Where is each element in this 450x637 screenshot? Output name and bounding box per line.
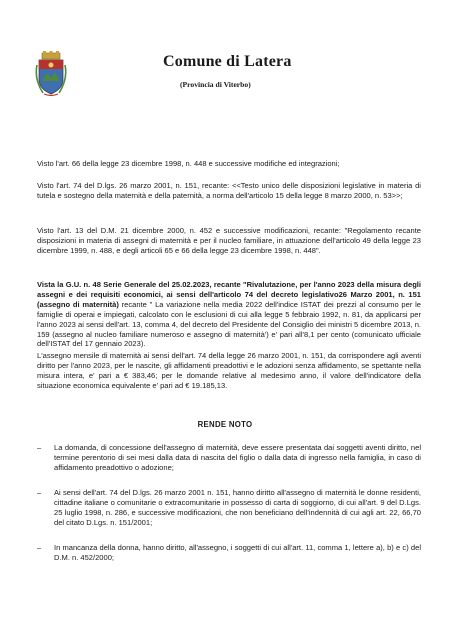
list-item-text: Ai sensi dell'art. 74 del D.lgs. 26 marzo 2001 n. 151, hanno diritto all'assegno di maternità le donne residenti, cittadine italiane o comunitarie o extracomunitarie in possesso di carta di soggiorno, di cui all'art. 9 del D.Lgs. 25 luglio 1998, n. 286, e successive modificazioni, che non beneficiano dell'indennità di cui agli art. 22, 66,70 del citato D.Lgs. n. 151/2001; <box>54 488 421 527</box>
list-item-text: In mancanza della donna, hanno diritto, all'assegno, i soggetti di cui all'art. 11, comma 1, lettere a), b) e c) del D.M. n. 452/2000; <box>54 543 421 562</box>
paragraph-assegno-mensile: L'assegno mensile di maternità ai sensi dell'art. 74 della legge 26 marzo 2001, n. 151, da corrispondere agli aventi diritto per l'anno 2023, per le nascite, gli affidamenti preadottivi e le adozioni senza affidamento, se spettante nella misura intera, e' pari a € 383,46; per le domande relative al medesimo anno, il valore dell'indicatore della situazione economica equivalente e' pari ad € 19.185,13. <box>37 351 421 390</box>
paragraph-visto-legge-448: Visto l'art. 66 della legge 23 dicembre 1998, n. 448 e successive modifiche ed integrazioni; <box>37 159 340 168</box>
bullet-dash: – <box>37 543 42 552</box>
paragraph-visto-dlgs-151: Visto l'art. 74 del D.lgs. 26 marzo 2001, n. 151, recante: <<Testo unico delle disposizioni legislative in materia di tutela e sostegno della maternità e della paternità, a norma dell'articolo 15 della legge 8 marzo 2000, n. 53>>; <box>37 181 421 200</box>
coat-of-arms-icon <box>34 51 68 97</box>
paragraph-visto-dm-452: Visto l'art. 13 del D.M. 21 dicembre 2000, n. 452 e successive modificazioni, recante: "Regolamento recante disposizioni in materia di assegni di maternità e per il nucleo familiare, in attuazione dell'articolo 49 della legge 23 dicembre 1999, n. 488, e degli articoli 65 e 66 della legge 23 dicembre 1998, n. 448". <box>37 226 421 255</box>
bullet-dash: – <box>37 443 42 452</box>
gu-bold-text: Vista la G.U. n. 48 Serie Generale del 25.02.2023, recante "Rivalutazione, per l'anno 2023 della misura degli assegni e dei requisiti economici, ai sensi dell'articolo 74 del decreto legislativo26 Marzo 2001, n. 151 (assegno di maternità) <box>37 280 421 309</box>
bullet-dash: – <box>37 488 42 497</box>
notice-heading: RENDE NOTO <box>197 420 253 429</box>
paragraph-vista-gu <box>37 280 421 349</box>
page-subtitle: (Provincia di Viterbo) <box>180 80 251 89</box>
list-item-text: La domanda, di concessione dell'assegno di maternità, deve essere presentata dai soggetti aventi diritto, nel termine perentorio di sei mesi dalla data di nascita del figlio o dalla data di ingresso nella famiglia, in caso di affidamento preadottivo o adozione; <box>54 443 421 472</box>
gu-normal-text: recante " La variazione nella media 2022 dell'indice ISTAT dei prezzi al consumo per le famiglie di operai e impiegati, calcolato con le esclusioni di cui alla legge 5 febbraio 1992, n. 81, da applicarsi per l'anno 2023 ai sensi dell'art. 13, comma 4, del decreto del Presidente del Consiglio dei ministri 5 dicembre 2013, n. 159 (assegno al nucleo familiare numeroso e assegno di maternità') e' pari all'8,1 per cento (comunicato ufficiale dell'ISTAT del 17 gennaio 2023). <box>37 299 421 349</box>
page-title: Comune di Latera <box>163 53 292 70</box>
